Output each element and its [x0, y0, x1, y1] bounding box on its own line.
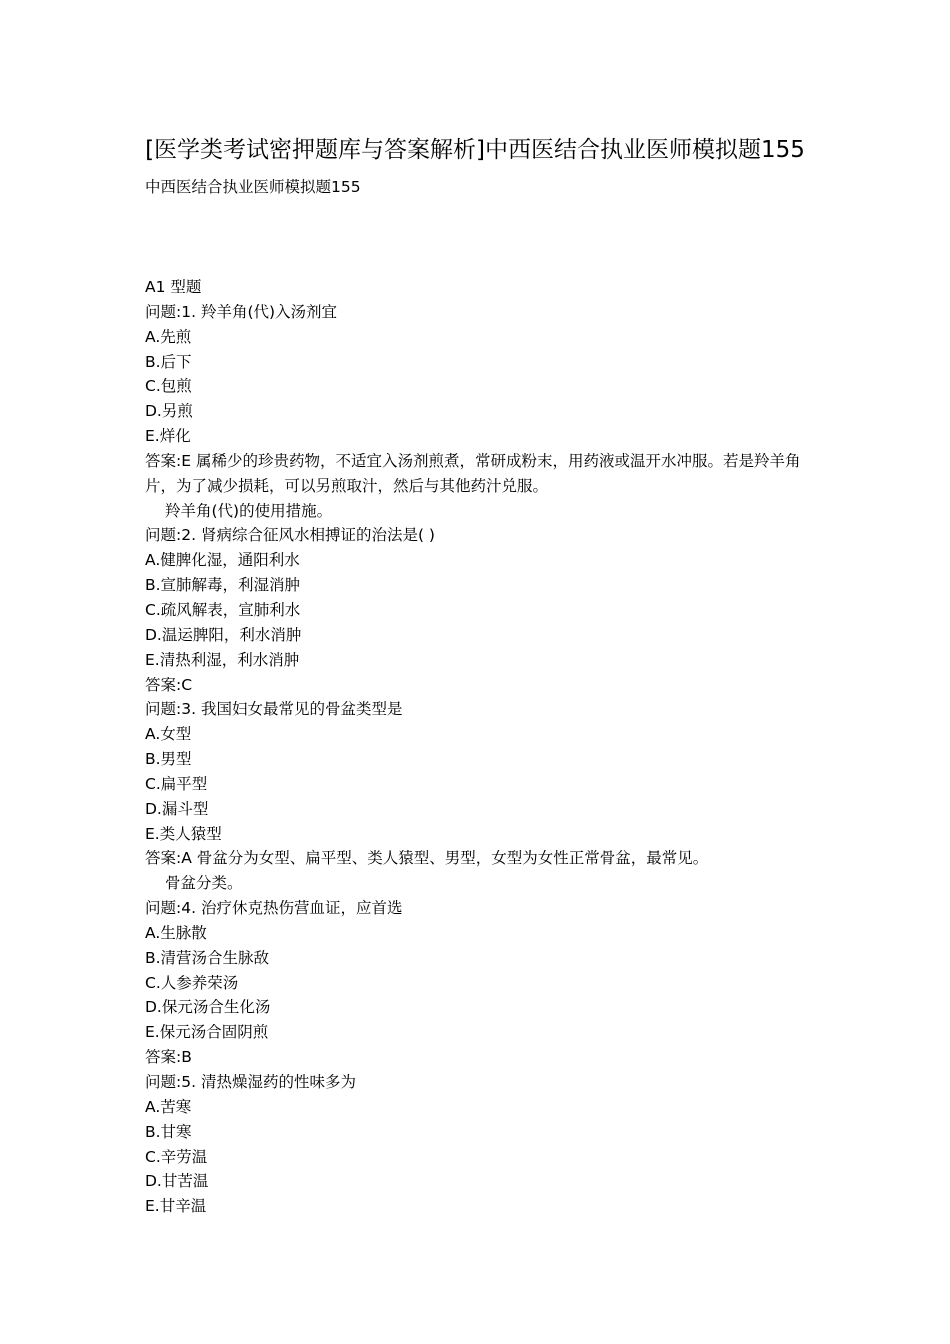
- option-b: B.后下: [145, 352, 192, 371]
- question-block: [145, 300, 810, 524]
- option-d: D.温运脾阳，利水消肿: [145, 625, 302, 644]
- option-e: E.甘辛温: [145, 1197, 207, 1216]
- option-c: C.扁平型: [145, 774, 208, 793]
- option-d: D.另煎: [145, 402, 193, 421]
- option-b: B.清营汤合生脉敌: [145, 948, 270, 967]
- answer-text: 答案:A 骨盆分为女型、扁平型、类人猿型、男型，女型为女性正常骨盆，最常见。: [145, 849, 709, 868]
- option-c: C.人参养荣汤: [145, 973, 239, 992]
- option-e: E.清热利湿，利水消肿: [145, 650, 300, 669]
- option-e: E.烊化: [145, 427, 191, 446]
- question-stem: 问题:2. 肾病综合征风水相搏证的治法是( ): [145, 526, 435, 545]
- option-c: C.包煎: [145, 377, 192, 396]
- option-d: D.甘苦温: [145, 1172, 209, 1191]
- option-e: E.保元汤合固阴煎: [145, 1023, 269, 1042]
- option-a: A.先煎: [145, 327, 192, 346]
- option-d: D.保元汤合生化汤: [145, 998, 271, 1017]
- answer-text: 答案:C: [145, 675, 193, 694]
- option-a: A.生脉散: [145, 923, 207, 942]
- question-stem: 问题:1. 羚羊角(代)入汤剂宜: [145, 302, 338, 321]
- question-block: [145, 1070, 810, 1219]
- option-a: A.苦寒: [145, 1097, 192, 1116]
- option-d: D.漏斗型: [145, 799, 209, 818]
- option-e: E.类人猿型: [145, 824, 222, 843]
- option-a: A.健脾化湿，通阳利水: [145, 551, 300, 570]
- document-subtitle: 中西医结合执业医师模拟题155: [145, 178, 361, 196]
- option-c: C.辛劳温: [145, 1147, 208, 1166]
- document-title: [医学类考试密押题库与答案解析]中西医结合执业医师模拟题155: [145, 137, 805, 163]
- question-block: [145, 697, 810, 896]
- question-list: [145, 275, 810, 1219]
- question-stem: 问题:3. 我国妇女最常见的骨盆类型是: [145, 700, 403, 719]
- question-block: [145, 896, 810, 1070]
- answer-text: 答案:E 属稀少的珍贵药物，不适宜入汤剂煎煮，常研成粉末，用药液或温开水冲服。若是羚羊角片，为了减少损耗，可以另煎取汁，然后与其他药汁兑服。: [145, 451, 801, 495]
- option-b: B.男型: [145, 750, 192, 769]
- question-stem: 问题:5. 清热燥湿药的性味多为: [145, 1073, 356, 1091]
- question-block: [145, 523, 810, 697]
- answer-text: 答案:B: [145, 1048, 192, 1067]
- section-heading: A1 型题: [145, 278, 202, 296]
- answer-note: 羚羊角(代)的使用措施。: [165, 501, 333, 520]
- option-b: B.宣肺解毒，利湿消肿: [145, 576, 301, 595]
- question-stem: 问题:4. 治疗休克热伤营血证，应首选: [145, 899, 403, 918]
- option-a: A.女型: [145, 725, 192, 744]
- option-b: B.甘寒: [145, 1122, 192, 1141]
- answer-note: 骨盆分类。: [165, 874, 243, 893]
- option-c: C.疏风解表，宣肺利水: [145, 600, 301, 619]
